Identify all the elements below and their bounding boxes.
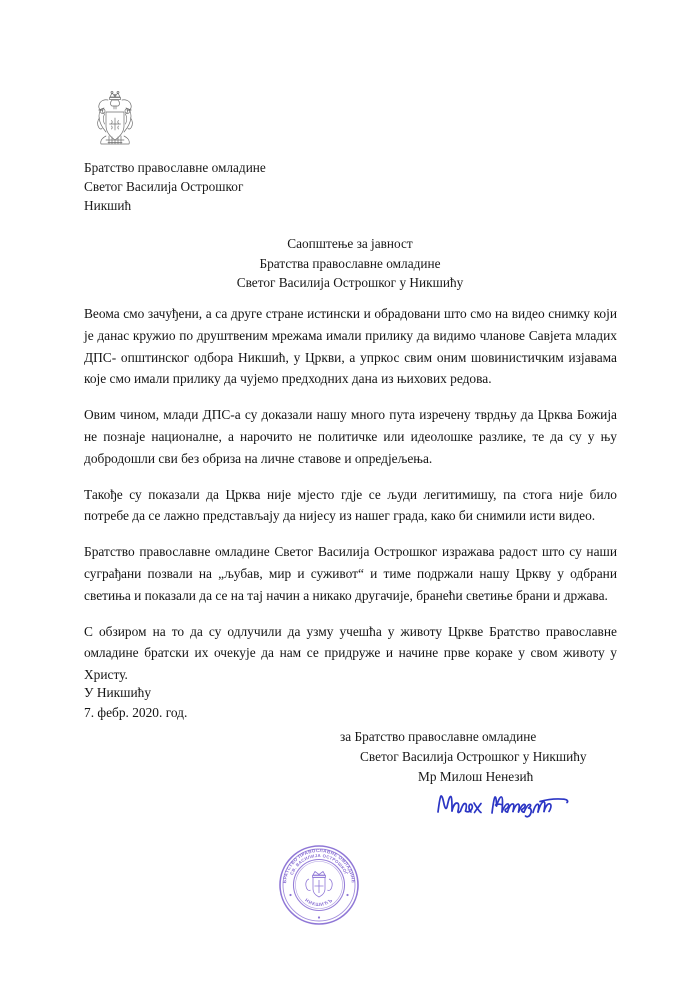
title-line-3: Светог Василија Острошког у Никшићу (236, 275, 464, 290)
date-text: 7. фебр. 2020. год. (84, 705, 188, 720)
coat-of-arms-icon (84, 88, 146, 150)
letterhead-line-2: Светог Василија Острошког (84, 179, 244, 194)
title-line-1: Саопштење за јавност (287, 236, 413, 251)
body-paragraph: Такође су показали да Црква није мјесто гдје се људи легитимишу, па стога није било потребе да се лажно представљају да нијесу из нашег града, како би снимили исти видео. (84, 486, 617, 524)
svg-text:НИКШИЋЪ: НИКШИЋЪ (304, 897, 334, 908)
signatory-name: Мр Милош Ненезић (418, 769, 534, 784)
letterhead-line-1: Братство православне омладине (84, 160, 266, 175)
place-text: У Никшићу (84, 685, 152, 700)
title-line-2: Братства православне омладине (259, 255, 441, 271)
body-paragraph: С обзиром на то да су одлучили да узму учешћа у животу Цркве Братство православне омладине братски их очекује да нам се придруже и начине прве кораке у свом животу у Христу. (84, 623, 617, 683)
signatory-organization-line-1: за Братство православне омладине (340, 729, 537, 744)
signatory-organization-line-2: Светог Василија Острошког у Никшићу (360, 749, 587, 764)
letterhead (84, 158, 266, 215)
official-seal-icon (277, 843, 361, 927)
document-body (84, 303, 617, 686)
place-and-date (84, 683, 187, 723)
svg-text:БРАТСТВО ПРАВОСЛАВНЕ ОМЛАДИНЕ: БРАТСТВО ПРАВОСЛАВНЕ ОМЛАДИНЕ (282, 847, 356, 884)
signature-icon (432, 786, 582, 826)
body-paragraph: Веома смо зачуђени, а са друге стране истински и обрадовани што смо на видео снимку који је данас кружио по друштвеним мрежама имали прилику да видимо чланове Савјета младих ДПС- општинског одбора Никшић, у Цркви, а упркос свим оним шовинистичким изјавама које смо имали прилику да чујемо предходних дана из њихових редова. (84, 306, 617, 387)
document-title (84, 234, 616, 293)
letterhead-line-3: Никшић (84, 198, 132, 213)
body-paragraph: Овим чином, млади ДПС-а су доказали нашу много пута изречену тврдњу да Црква Божија не познаје националне, а нарочито не политичке или идеолошке разлике, те да су у њу добродошли сви без обриза на личне ставове и опредјељења. (84, 407, 617, 466)
svg-text:СВ. ВАСИЛИЈА ОСТРОШКОГ: СВ. ВАСИЛИЈА ОСТРОШКОГ (289, 852, 349, 876)
signature-block (340, 727, 620, 787)
body-paragraph: Братство православне омладине Светог Василија Острошког изражава радост што су наши суграђани позвали на „љубав, мир и суживот“ и тиме подржали нашу Цркву у одбрани светиња и показали да се на тај начин а никако другачије, бранећи светиње брани и држава. (84, 544, 617, 603)
